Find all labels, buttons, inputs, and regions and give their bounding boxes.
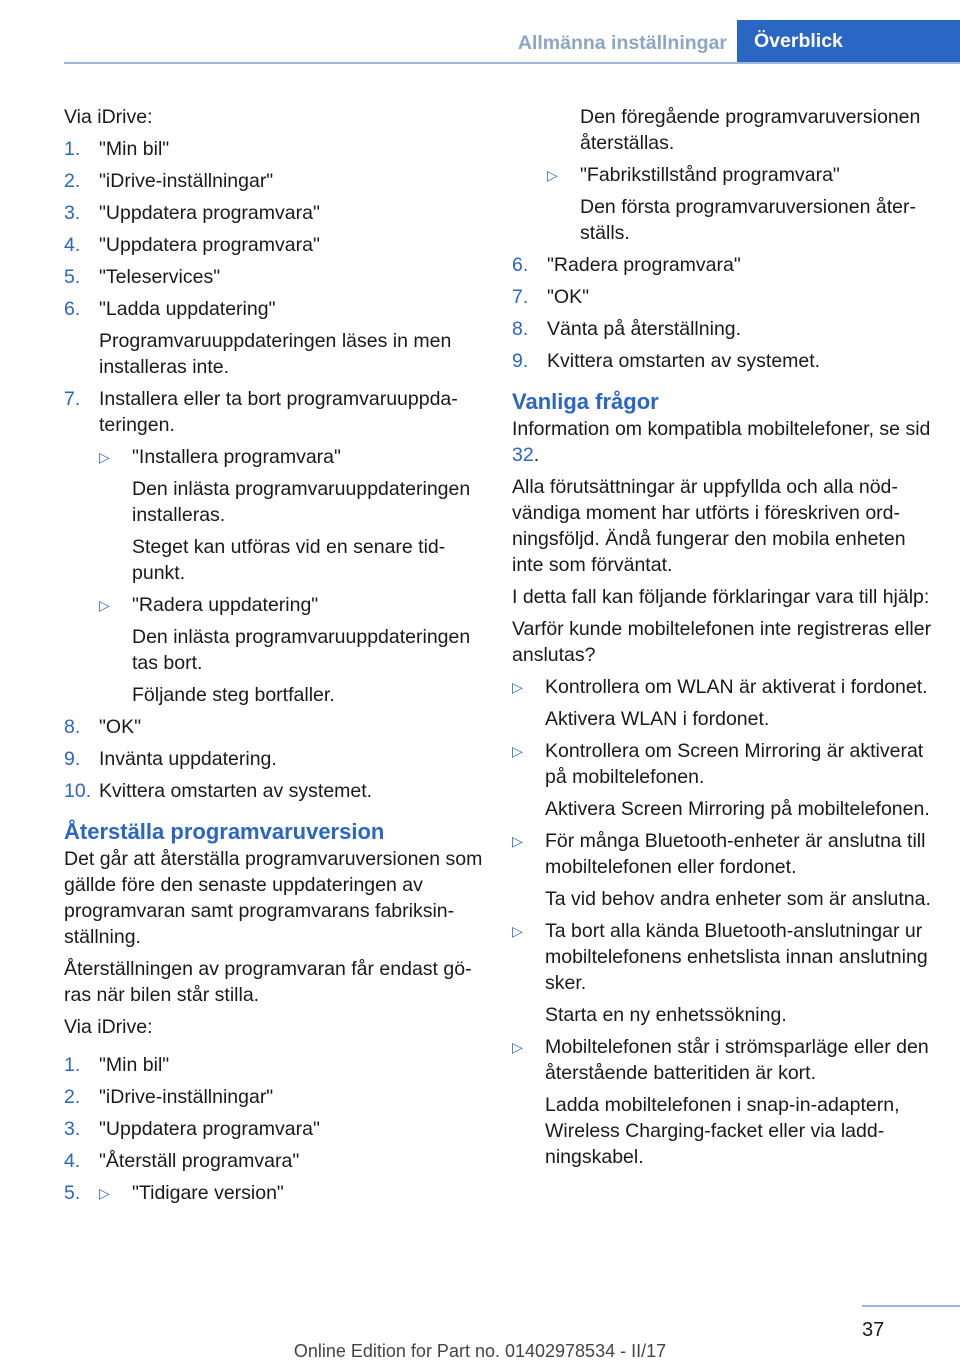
- list-item: [64, 1052, 489, 1078]
- step-text: "Uppdatera programvara": [99, 234, 320, 256]
- paragraph: I detta fall kan följande förklaringar vara till hjälp:: [512, 586, 930, 608]
- list-item: [64, 1180, 489, 1206]
- step-number: 1.: [64, 138, 81, 160]
- bullet-item: [512, 828, 932, 912]
- header-section-title: Allmänna inställningar: [517, 32, 727, 54]
- triangle-bullet-icon: ▷: [99, 449, 110, 465]
- bullet-item: [512, 1034, 932, 1170]
- option-description: Följande steg bortfaller.: [132, 684, 335, 706]
- option-text: "Installera programvara": [132, 446, 341, 468]
- triangle-bullet-icon: ▷: [512, 743, 523, 759]
- step-text: Installera eller ta bort programvaruuppdateringen.: [99, 388, 458, 436]
- step-text: "iDrive-inställningar": [99, 170, 274, 192]
- step-number: 5.: [64, 266, 81, 288]
- step-text: "Återställ programvara": [99, 1150, 300, 1172]
- paragraph: Alla förutsättningar är uppfyllda och alla nödvändiga moment har utförts i föreskriven ordningsföljd. Ändå fungerar den mobila enheten inte som förväntat.: [512, 476, 906, 576]
- step-number: 6.: [512, 254, 529, 276]
- left-column: [64, 104, 489, 1212]
- section-heading: Vanliga frågor: [512, 389, 659, 414]
- step-number: 2.: [64, 1086, 81, 1108]
- step-number: 8.: [64, 716, 81, 738]
- sub-list-item: [547, 162, 932, 246]
- paragraph: [512, 416, 932, 468]
- step-text: Vänta på återställning.: [547, 318, 742, 340]
- option-description: Den inlästa programvaruuppdateringen tas bort.: [132, 626, 471, 674]
- list-item: [64, 296, 489, 380]
- step-number: 3.: [64, 202, 81, 224]
- info-text: Information om kompatibla mobiltelefoner, se sid: [512, 418, 931, 440]
- triangle-bullet-icon: ▷: [512, 1039, 523, 1055]
- list-item: [64, 746, 489, 772]
- step-text: "Min bil": [99, 138, 170, 160]
- list-item: [64, 1084, 489, 1110]
- via-idrive-label: Via iDrive:: [64, 1016, 153, 1038]
- bullet-description: Ladda mobiltelefonen i snap-in-adaptern, Wireless Charging-facket eller via laddningskabel.: [545, 1094, 900, 1168]
- via-idrive-label: Via iDrive:: [64, 106, 153, 128]
- list-item: [64, 1116, 489, 1142]
- list-item: [64, 200, 489, 226]
- bullet-item: [512, 674, 932, 732]
- list-item: [64, 264, 489, 290]
- step-text: "OK": [547, 286, 590, 308]
- option-description: Den första programvaruversionen återställs.: [580, 196, 916, 244]
- right-column: [512, 104, 932, 1176]
- bullet-description: Ta vid behov andra enheter som är anslutna.: [545, 888, 931, 910]
- step-text: "iDrive-inställningar": [99, 1086, 274, 1108]
- option-text: "Radera uppdatering": [132, 594, 319, 616]
- triangle-bullet-icon: ▷: [99, 597, 110, 613]
- step-number: 1.: [64, 1054, 81, 1076]
- list-item: [512, 252, 932, 278]
- list-item: [64, 136, 489, 162]
- step-number: 6.: [64, 298, 81, 320]
- triangle-bullet-icon: ▷: [547, 167, 558, 183]
- step-number: 9.: [64, 748, 81, 770]
- triangle-bullet-icon: ▷: [512, 923, 523, 939]
- bullet-item: [512, 918, 932, 1028]
- list-item: [512, 348, 932, 374]
- header-tab: Överblick: [737, 20, 960, 62]
- triangle-bullet-icon: ▷: [512, 833, 523, 849]
- step-text: "Min bil": [99, 1054, 170, 1076]
- question: Varför kunde mobiltelefonen inte registreras eller anslutas?: [512, 618, 932, 666]
- bullet-text: För många Bluetooth-enheter är anslutna till mobiltelefonen eller fordonet.: [545, 830, 926, 878]
- option-description: Steget kan utföras vid en senare tidpunkt.: [132, 536, 446, 584]
- list-item: [512, 284, 932, 310]
- step-text: "Uppdatera programvara": [99, 202, 320, 224]
- step-text: Invänta uppdatering.: [99, 748, 277, 770]
- step-number: 4.: [64, 1150, 81, 1172]
- option-description: Den föregående programvaruversionen återställas.: [580, 106, 921, 154]
- bullet-text: Ta bort alla kända Bluetooth-anslutningar ur mobiltelefonens enhetslista innan anslutning sker.: [545, 920, 928, 994]
- list-item: [64, 168, 489, 194]
- sub-list-item: [99, 592, 489, 708]
- bullet-description: Aktivera WLAN i fordonet.: [545, 708, 770, 730]
- step-number: 7.: [64, 388, 81, 410]
- step-number: 4.: [64, 234, 81, 256]
- step-text: Kvittera omstarten av systemet.: [547, 350, 821, 372]
- list-item: [64, 1148, 489, 1174]
- bullet-description: Starta en ny enhetssökning.: [545, 1004, 787, 1026]
- sub-list-item: [99, 444, 489, 586]
- page-number-rule: [862, 1305, 960, 1307]
- step-number: 3.: [64, 1118, 81, 1140]
- paragraph: Det går att återställa programvaruversionen som gällde före den senaste uppdateringen av programvaran samt programvarans fabriksinställning.: [64, 848, 483, 948]
- list-item: [64, 232, 489, 258]
- step-text: "Radera programvara": [547, 254, 741, 276]
- triangle-bullet-icon: ▷: [99, 1185, 110, 1201]
- option-text: "Tidigare version": [132, 1182, 284, 1204]
- list-item: [64, 714, 489, 740]
- list-item: [64, 386, 489, 438]
- step-text: "OK": [99, 716, 142, 738]
- bullet-item: [512, 738, 932, 822]
- info-text-end: .: [533, 444, 540, 466]
- bullet-text: Mobiltelefonen står i strömsparläge eller den återstående batteritiden är kort.: [545, 1036, 929, 1084]
- step-number: 5.: [64, 1182, 81, 1204]
- list-item: [512, 316, 932, 342]
- paragraph: Återställningen av programvaran får endast göras när bilen står stilla.: [64, 958, 472, 1006]
- header-rule: [64, 62, 960, 64]
- step-text: Kvittera omstarten av systemet.: [99, 780, 373, 802]
- step-number: 8.: [512, 318, 529, 340]
- bullet-text: Kontrollera om WLAN är aktiverat i fordonet.: [545, 676, 928, 698]
- section-heading: Återställa programvaruversion: [64, 819, 385, 844]
- option-text: "Fabrikstillstånd programvara": [580, 164, 840, 186]
- option-description: Den inlästa programvaruuppdateringen installeras.: [132, 478, 471, 526]
- step-number: 10.: [64, 780, 92, 802]
- footer-text: Online Edition for Part no. 01402978534 - II/17: [293, 1341, 667, 1361]
- step-text: "Uppdatera programvara": [99, 1118, 320, 1140]
- step-text: "Teleservices": [99, 266, 221, 288]
- step-text: "Ladda uppdatering": [99, 298, 276, 320]
- triangle-bullet-icon: ▷: [512, 679, 523, 695]
- step-number: 7.: [512, 286, 529, 308]
- page-number: 37: [862, 1319, 885, 1341]
- bullet-description: Aktivera Screen Mirroring på mobiltelefonen.: [545, 798, 930, 820]
- step-number: 2.: [64, 170, 81, 192]
- page-reference-link[interactable]: 32: [512, 444, 534, 466]
- list-item: [64, 778, 489, 804]
- step-number: 9.: [512, 350, 529, 372]
- step-description: Programvaruuppdateringen läses in men installeras inte.: [99, 330, 452, 378]
- bullet-text: Kontrollera om Screen Mirroring är aktiverat på mobiltelefonen.: [545, 740, 924, 788]
